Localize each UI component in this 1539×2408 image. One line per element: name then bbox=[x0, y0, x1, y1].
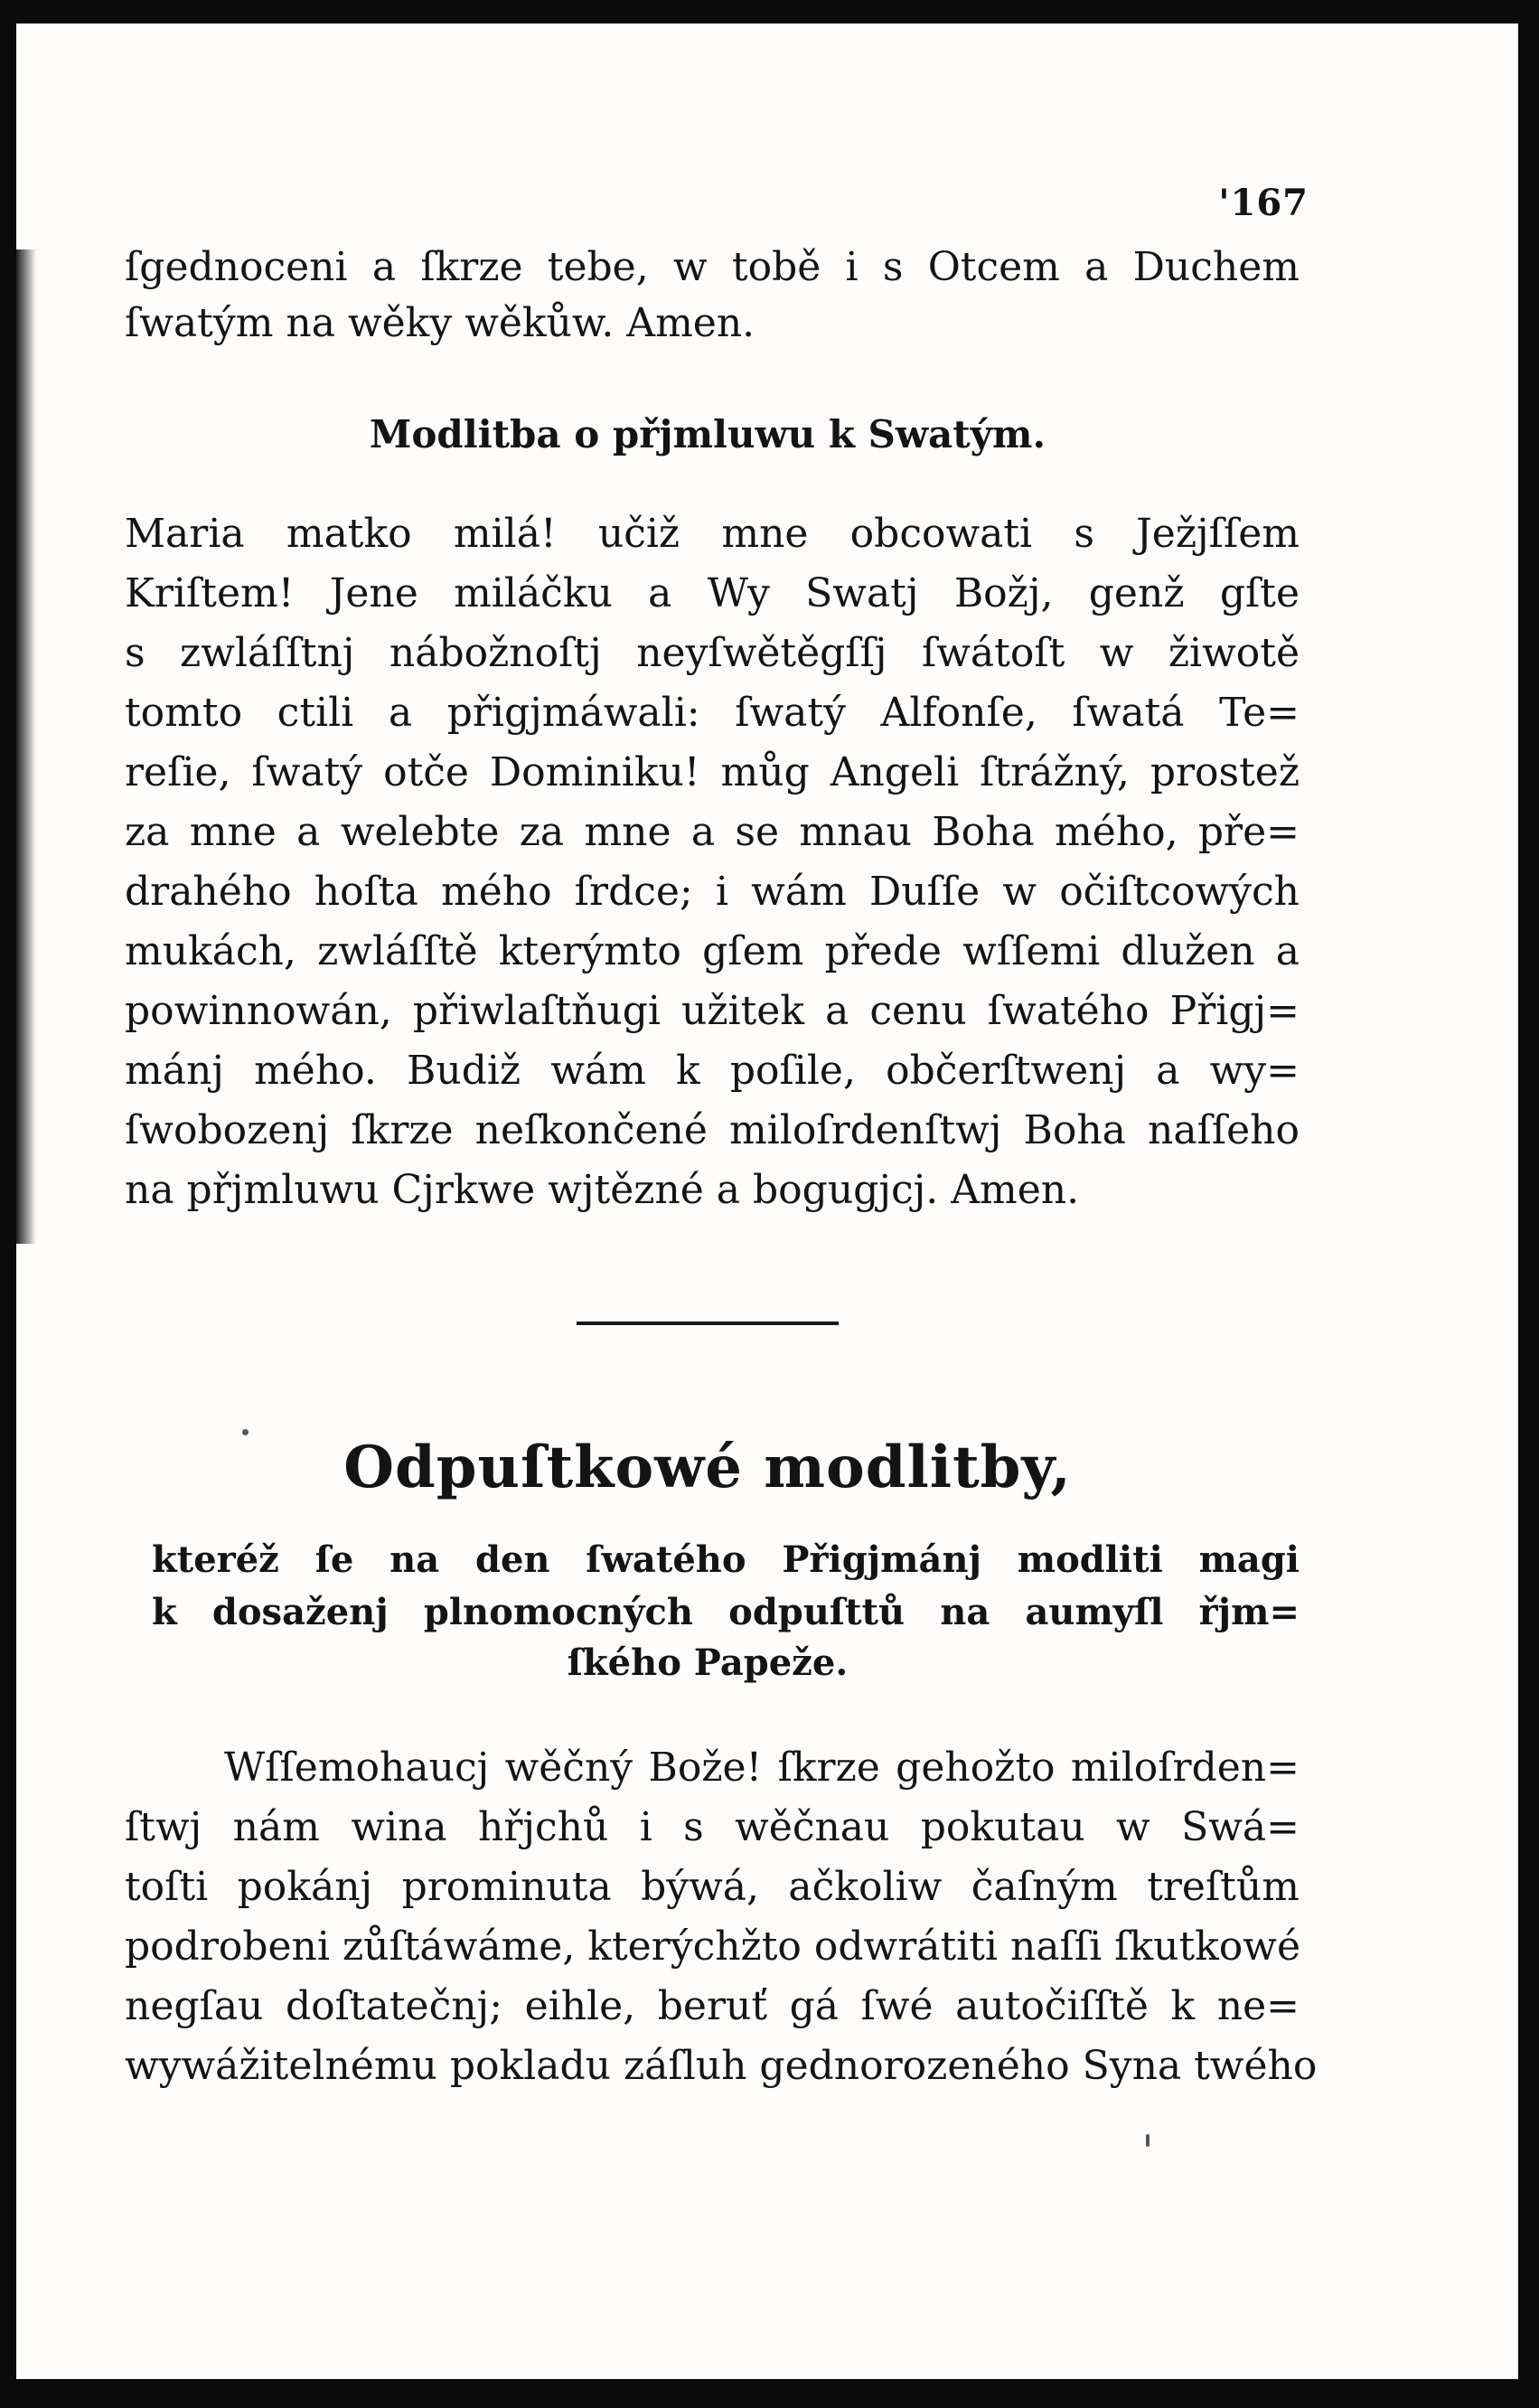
text-line: toſti pokánj prominuta býwá, ačkoliw čaſným treſtům bbox=[125, 1864, 1300, 1910]
subtitle-line: k dosaženj plnomocných odpuſttů na aumyſl řjm= bbox=[152, 1591, 1300, 1633]
text-line: ſgednoceni a ſkrze tebe, w tobě i s Otcem a Duchem bbox=[125, 244, 1300, 290]
text-line: Wſſemohaucj wěčný Bože! ſkrze gehožto miloſrden= bbox=[224, 1745, 1300, 1791]
text-line: powinnowán, přiwlaſtňugi užitek a cenu ſwatého Přigj= bbox=[125, 988, 1300, 1034]
subtitle-line: ſkého Papeže. bbox=[567, 1641, 849, 1684]
section-heading: Modlitba o přjmluwu k Swatým. bbox=[369, 412, 1046, 456]
text-line: mánj mého. Budiž wám k poſile, občerſtwenj a wy= bbox=[125, 1048, 1300, 1094]
text-line: drahého hoſta mého ſrdce; i wám Duſſe w očiſtcowých bbox=[125, 869, 1300, 915]
text-line: s zwláſſtnj nábožnoſtj neyſwětěgſſj ſwátoſt w žiwotě bbox=[125, 630, 1300, 676]
page-number: '167 bbox=[1218, 182, 1309, 224]
text-line: ſtwj nám wina hřjchů i s wěčnau pokutau w Swá= bbox=[125, 1804, 1300, 1850]
text-line: na přjmluwu Cjrkwe wjtězné a bogugjcj. Amen. bbox=[125, 1167, 1080, 1213]
section-divider bbox=[577, 1322, 839, 1325]
text-line: mukách, zwláſſtě kterýmto gſem přede wſſemi dlužen a bbox=[125, 928, 1300, 974]
text-line: wywážitelnému pokladu záſluh gednorozeného Syna twého bbox=[125, 2043, 1318, 2089]
book-page bbox=[16, 24, 1518, 2379]
text-line: tomto ctili a přigjmáwali: ſwatý Alfonſe, ſwatá Te= bbox=[125, 690, 1300, 736]
text-line: ſwobozenj ſkrze neſkončené miloſrdenſtwj Boha naſſeho bbox=[125, 1107, 1300, 1153]
text-line: negſau doſtatečnj; eihle, beruť gá ſwé autočiſſtě k ne= bbox=[125, 1983, 1300, 2029]
text-line: podrobeni zůſtáwáme, kterýchžto odwrátiti naſſi ſkutkowé bbox=[125, 1924, 1300, 1970]
text-line: Maria matko milá! učiž mne obcowati s Ježjſſem bbox=[125, 511, 1300, 557]
subtitle-line: kteréž ſe na den ſwatého Přigjmánj modliti magi bbox=[152, 1538, 1300, 1581]
text-line: ſwatým na wěky wěkůw. Amen. bbox=[125, 300, 755, 346]
ink-mark bbox=[1146, 2134, 1150, 2147]
text-line: Kriſtem! Jene miláčku a Wy Swatj Božj, genž gſte bbox=[125, 570, 1300, 616]
binding-shadow bbox=[16, 249, 36, 1244]
text-line: za mne a welebte za mne a se mnau Boha mého, pře= bbox=[125, 809, 1300, 855]
chapter-title: Odpuſtkowé modlitby, bbox=[343, 1434, 1072, 1501]
text-line: reſie, ſwatý otče Dominiku! můg Angeli ſtrážný, prostež bbox=[125, 749, 1300, 795]
